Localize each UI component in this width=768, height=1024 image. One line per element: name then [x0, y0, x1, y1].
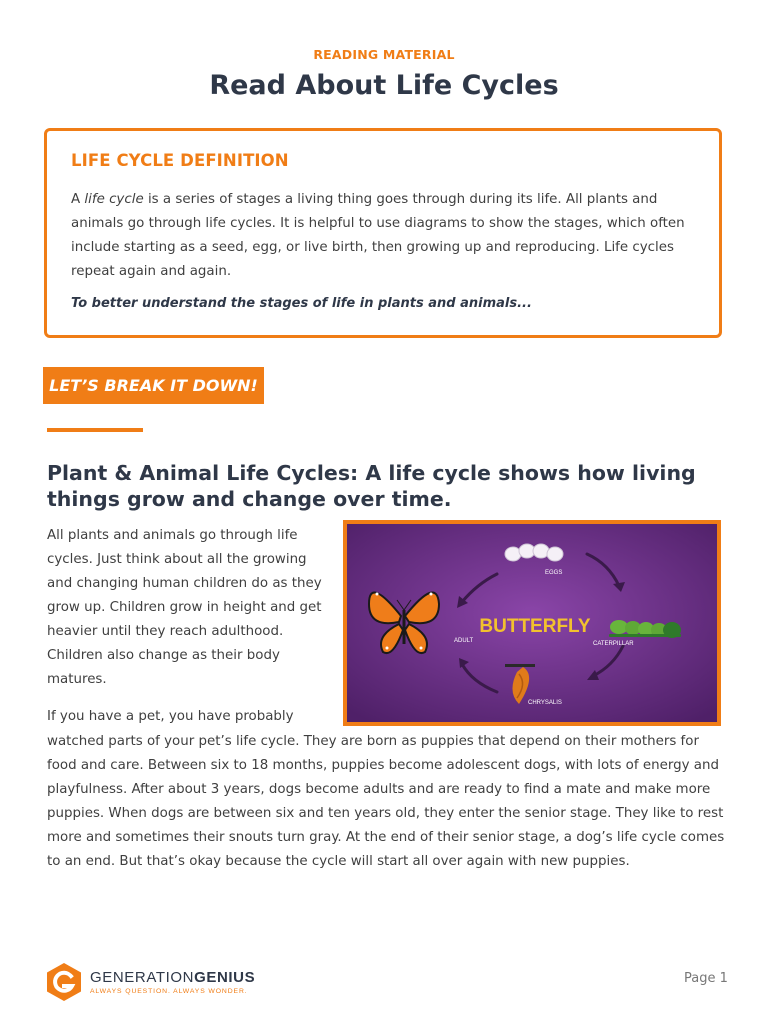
section-heading: Plant & Animal Life Cycles: A life cycle shows how living things grow and change over time.	[47, 461, 696, 511]
eyebrow-label: READING MATERIAL	[313, 47, 455, 62]
definition-body	[71, 188, 691, 284]
brand-name	[90, 969, 255, 986]
page-title: Read About Life Cycles	[209, 70, 559, 101]
definition-title: LIFE CYCLE DEFINITION	[71, 151, 289, 170]
paragraph-pet-body: watched parts of your pet’s life cycle. They are born as puppies that depend on their mothers for food and care. Between six to 18 months, puppies become adolescent dogs, with lots of energy and playfulness. After about 3 years, dogs become adults and are ready to find a mate and make more puppies. When dogs are between six and ten years old, they enter the senior stage. They like to rest more and sometimes their snouts turn gray. At the end of their senior stage, a dog’s life cycle comes to an end. But that’s okay because the cycle will start all over again with new puppies.	[47, 734, 725, 869]
break-it-down-banner: LET’S BREAK IT DOWN!	[43, 367, 264, 404]
paragraph-children: All plants and animals go through life cycles. Just think about all the growing and changing human children do as they grow up. Children grow in height and get heavier until they reach adulthood. Children also change as their body matures.	[47, 528, 322, 687]
definition-prefix: A	[71, 192, 85, 207]
definition-lead: To better understand the stages of life in plants and animals...	[71, 296, 532, 311]
butterfly-lifecycle-figure	[343, 520, 721, 726]
section-divider	[47, 428, 143, 432]
page-number: Page 1	[684, 971, 728, 986]
caterpillar-icon	[609, 620, 681, 638]
stage-label-eggs: EGGS	[545, 570, 563, 576]
definition-rest: is a series of stages a living thing goes through during its life. All plants and animals go through life cycles. It is helpful to use diagrams to show the stages, which often include starting as a seed, egg, or live birth, then growing up and reproducing. Life cycles repeat again and again.	[71, 192, 685, 279]
stage-label-chrysalis: CHRYSALIS	[528, 700, 562, 706]
paragraph-pet-intro: If you have a pet, you have probably	[47, 709, 294, 724]
stage-label-caterpillar: CATERPILLAR	[593, 641, 634, 647]
definition-term: life cycle	[84, 192, 144, 207]
generation-genius-logo-icon	[44, 962, 84, 1002]
definition-box	[44, 128, 722, 338]
brand-name-bold: GENIUS	[194, 969, 256, 986]
stage-label-adult: ADULT	[454, 638, 474, 644]
brand-name-regular: GENERATION	[90, 969, 195, 986]
figure-title: BUTTERFLY	[479, 616, 591, 637]
brand-tagline: ALWAYS QUESTION. ALWAYS WONDER.	[90, 988, 248, 995]
